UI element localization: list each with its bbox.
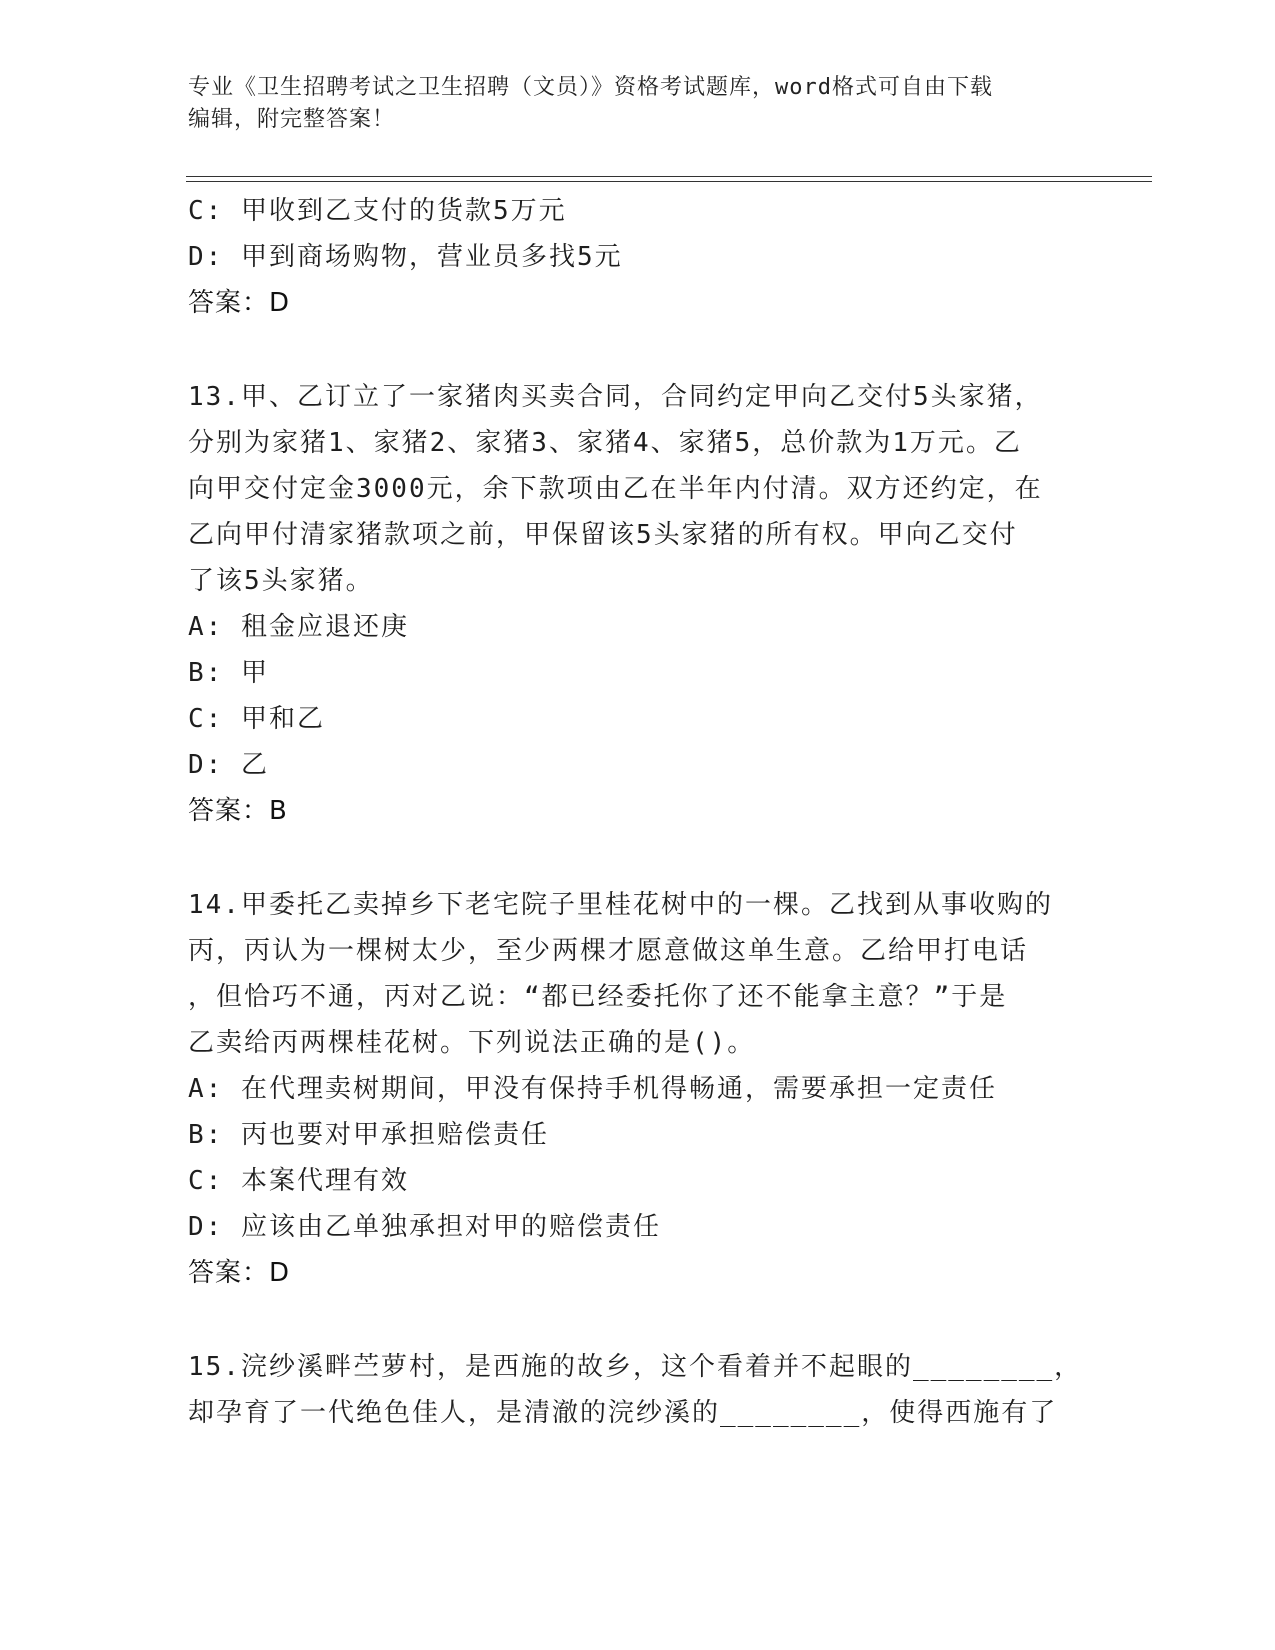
- option-b: B: 甲: [188, 658, 269, 688]
- option-c: C: 甲和乙: [188, 704, 325, 734]
- question-text-line: 向甲交付定金3000元，余下款项由乙在半年内付清。双方还约定，在: [188, 474, 1043, 504]
- header-divider-bottom: [186, 181, 1152, 182]
- question-13: [188, 374, 1088, 834]
- option-a: A: 在代理卖树期间，甲没有保持手机得畅通，需要承担一定责任: [188, 1074, 997, 1104]
- option-d: D: 乙: [188, 750, 269, 780]
- document-header: [188, 72, 1088, 136]
- question-15: [188, 1344, 1088, 1436]
- header-divider-top: [186, 176, 1152, 177]
- question-text-line: 13.甲、乙订立了一家猪肉买卖合同，合同约定甲向乙交付5头家猪，: [188, 382, 1043, 412]
- answer: 答案：D: [188, 288, 291, 318]
- question-text-line: 14.甲委托乙卖掉乡下老宅院子里桂花树中的一棵。乙找到从事收购的: [188, 890, 1053, 920]
- question-text-line: ，但恰巧不通，丙对乙说：“都已经委托你了还不能拿主意？”于是: [188, 982, 1008, 1012]
- question-text-line: 乙向甲付清家猪款项之前，甲保留该5头家猪的所有权。甲向乙交付: [188, 520, 1018, 550]
- question-12: [188, 188, 1088, 326]
- question-text-line: 却孕育了一代绝色佳人，是清澈的浣纱溪的________，使得西施有了: [188, 1398, 1058, 1428]
- answer: 答案：D: [188, 1258, 291, 1288]
- question-text: [188, 882, 1088, 1066]
- question-text-line: 分别为家猪1、家猪2、家猪3、家猪4、家猪5，总价款为1万元。乙: [188, 428, 1022, 458]
- option-c: C: 甲收到乙支付的货款5万元: [188, 196, 567, 226]
- question-content: [188, 188, 1088, 1436]
- question-text: [188, 374, 1088, 604]
- option-d: D: 甲到商场购物，营业员多找5元: [188, 242, 623, 272]
- question-text-line: 了该5头家猪。: [188, 566, 374, 596]
- question-text-line: 丙，丙认为一棵树太少，至少两棵才愿意做这单生意。乙给甲打电话: [188, 936, 1029, 966]
- answer: 答案：B: [188, 796, 288, 826]
- spacer: [188, 1296, 1088, 1344]
- header-line-2: 编辑，附完整答案！: [188, 107, 396, 132]
- option-a: A: 租金应退还庚: [188, 612, 409, 642]
- option-b: B: 丙也要对甲承担赔偿责任: [188, 1120, 549, 1150]
- question-text-line: 乙卖给丙两棵桂花树。下列说法正确的是()。: [188, 1028, 756, 1058]
- question-text-line: 15.浣纱溪畔苎萝村，是西施的故乡，这个看着并不起眼的________，: [188, 1352, 1083, 1382]
- option-c: C: 本案代理有效: [188, 1166, 409, 1196]
- spacer: [188, 834, 1088, 882]
- spacer: [188, 326, 1088, 374]
- question-text: [188, 1344, 1088, 1436]
- question-14: [188, 882, 1088, 1296]
- header-line-1: 专业《卫生招聘考试之卫生招聘（文员）》资格考试题库，word格式可自由下载: [188, 75, 993, 100]
- option-d: D: 应该由乙单独承担对甲的赔偿责任: [188, 1212, 661, 1242]
